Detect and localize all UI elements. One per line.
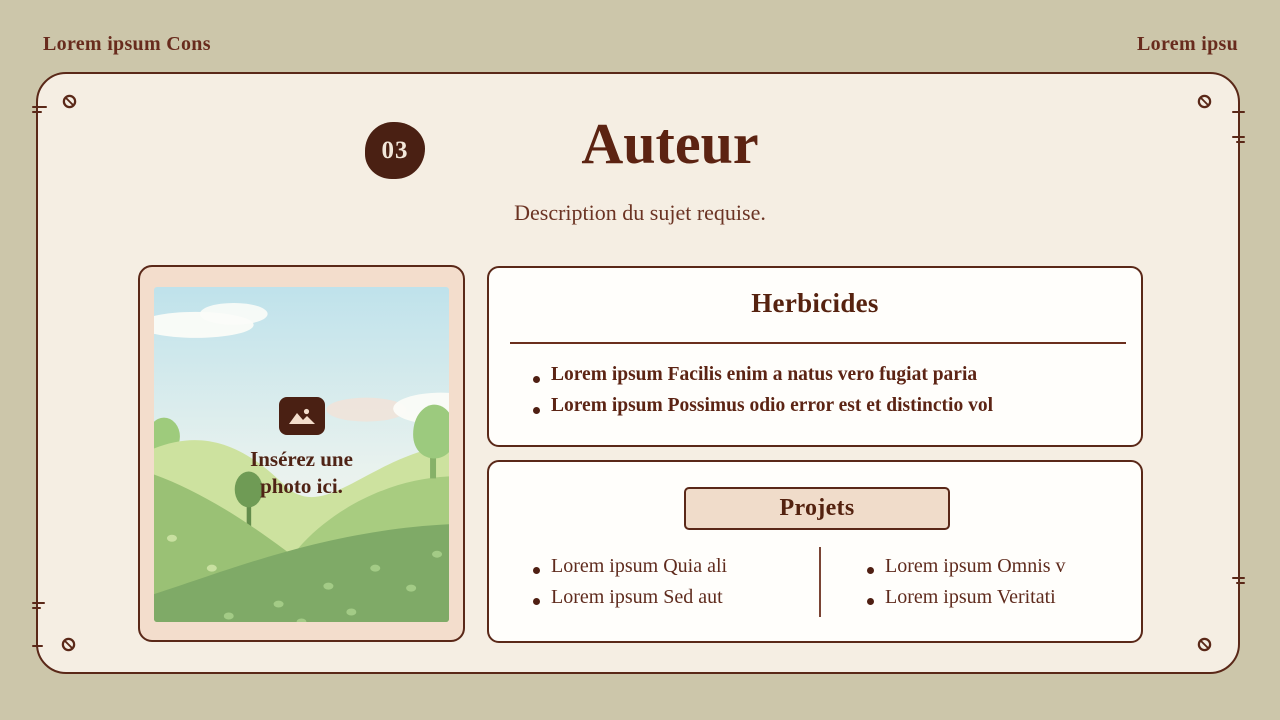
photo-placeholder-card[interactable]	[138, 265, 465, 642]
coffee-bean-icon	[1197, 94, 1212, 109]
herbicides-card	[487, 266, 1143, 447]
header-left-text: Lorem ipsum Cons	[43, 33, 211, 55]
list-item-text: Lorem ipsum Omnis v	[885, 555, 1066, 577]
list-item-text: Lorem ipsum Quia ali	[551, 555, 728, 577]
projects-button[interactable]: Projets	[684, 487, 950, 530]
stitch-mark	[32, 607, 41, 609]
list-item	[533, 395, 993, 426]
bullet-dot	[867, 567, 874, 574]
bullet-dot	[533, 567, 540, 574]
list-item-text: Lorem ipsum Veritati	[885, 586, 1056, 608]
list-item	[533, 555, 727, 586]
coffee-bean-icon	[1197, 637, 1212, 652]
stitch-mark	[32, 602, 45, 604]
herbicides-bullet-list	[533, 364, 993, 426]
stitch-mark	[32, 645, 43, 647]
stitch-mark	[1236, 582, 1245, 584]
photo-placeholder-line2: photo ici.	[260, 474, 343, 498]
page-title: Auteur	[581, 111, 759, 176]
slide-number-badge: 03	[365, 122, 425, 179]
list-item-text: Lorem ipsum Possimus odio error est et distinctio vol	[551, 395, 993, 416]
herbicides-card-title: Herbicides	[751, 288, 879, 318]
divider-line	[510, 342, 1126, 344]
vertical-divider	[819, 547, 821, 617]
projects-left-bullet-list	[533, 555, 727, 617]
bullet-dot	[867, 598, 874, 605]
photo-placeholder-text	[154, 446, 449, 500]
photo-placeholder-line1: Insérez une	[250, 447, 353, 471]
stitch-mark	[32, 111, 42, 113]
image-icon	[279, 397, 325, 435]
list-item-text: Lorem ipsum Sed aut	[551, 586, 723, 608]
page-subtitle: Description du sujet requise.	[514, 200, 766, 225]
landscape-illustration	[154, 287, 449, 622]
bullet-dot	[533, 598, 540, 605]
bullet-dot	[533, 407, 540, 414]
bullet-dot	[533, 376, 540, 383]
list-item-text: Lorem ipsum Facilis enim a natus vero fugiat paria	[551, 364, 978, 385]
stitch-mark	[1232, 111, 1245, 113]
image-glyph	[287, 404, 317, 428]
list-item	[867, 586, 1066, 617]
stitch-mark	[32, 106, 47, 108]
stitch-mark	[1232, 577, 1245, 579]
stitch-mark	[1232, 136, 1245, 138]
stitch-mark	[1236, 141, 1245, 143]
list-item	[533, 364, 993, 395]
list-item	[533, 586, 727, 617]
header-right-text: Lorem ipsu	[1137, 33, 1238, 55]
coffee-bean-icon	[62, 94, 77, 109]
photo-placeholder-overlay	[154, 397, 449, 500]
coffee-bean-icon	[61, 637, 76, 652]
projects-right-bullet-list	[867, 555, 1066, 617]
projects-card	[487, 460, 1143, 643]
list-item	[867, 555, 1066, 586]
